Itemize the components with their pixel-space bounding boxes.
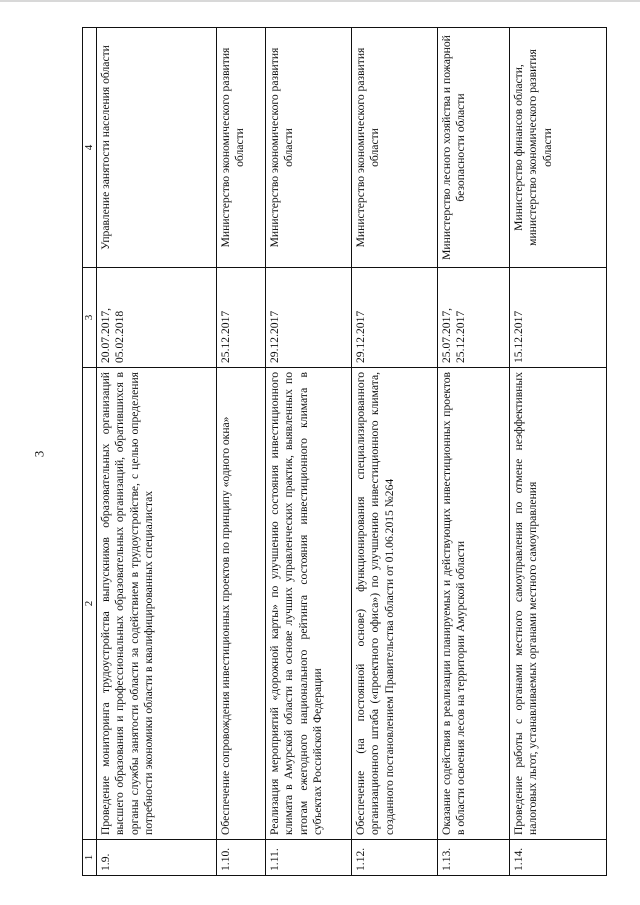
row-date: 25.07.2017, 25.12.2017 (438, 268, 510, 368)
row-responsible: Министерство лесного хозяйства и пожарной безопасности области (438, 28, 510, 268)
row-date: 15.12.2017 (510, 268, 607, 368)
row-number: 1.12. (352, 840, 438, 876)
row-number: 1.11. (266, 840, 352, 876)
table-header-row (83, 28, 97, 876)
page-number: 3 (31, 450, 47, 458)
table-row (217, 28, 266, 876)
row-number: 1.10. (217, 840, 266, 876)
row-action: Обеспечение сопровождения инвестиционных проектов по принципу «одного окна» (217, 368, 266, 840)
row-action: Проведение мониторинга трудоустройства выпускников образовательных организаций высшего образования и профессиональных образовательных организаций, обратившихся в органы службы занятости области за содействием в трудоустройстве, с целью определения потребности экономики области в квалифицированных специалистах (97, 368, 217, 840)
row-number: 1.13. (438, 840, 510, 876)
row-responsible: Министерство экономического развития области (266, 28, 352, 268)
row-responsible: Управление занятости населения области (97, 28, 217, 268)
header-col-2: 2 (83, 368, 97, 840)
row-date: 29.12.2017 (352, 268, 438, 368)
row-responsible: Министерство экономического развития области (217, 28, 266, 268)
table-row (438, 28, 510, 876)
row-action: Реализация мероприятий «дорожной карты» по улучшению состояния инвестиционного климата в Амурской области на основе лучших управленческих практик, выявленных по итогам ежегодного национального рейтинга состояния инвестиционного климата в субъектах Российской Федерации (266, 368, 352, 840)
table-row (97, 28, 217, 876)
row-responsible: Министерство экономического развития области (352, 28, 438, 268)
row-date: 25.12.2017 (217, 268, 266, 368)
table-row (352, 28, 438, 876)
row-date: 20.07.2017, 05.02.2018 (97, 268, 217, 368)
header-col-4: 4 (83, 28, 97, 268)
table-row (266, 28, 352, 876)
row-number: 1.9. (97, 840, 217, 876)
header-col-1: 1 (83, 840, 97, 876)
scan-edge-top (0, 0, 640, 2)
row-responsible: Министерство финансов области, министерство экономического развития области (510, 28, 607, 268)
table-row (510, 28, 607, 876)
rotated-table-container (82, 28, 607, 876)
row-action: Проведение работы с органами местного самоуправления по отмене неэффективных налоговых льгот, устанавливаемых органами местного самоуправления (510, 368, 607, 840)
row-action: Оказание содействия в реализации планируемых и действующих инвестиционных проектов в области освоения лесов на территории Амурской области (438, 368, 510, 840)
header-col-3: 3 (83, 268, 97, 368)
action-plan-table (82, 27, 607, 876)
row-date: 29.12.2017 (266, 268, 352, 368)
row-number: 1.14. (510, 840, 607, 876)
row-action: Обеспечение (на постоянной основе) функционирования специализированного организационного штаба («проектного офиса») по улучшению инвестиционного климата, созданного постановлением Правительства области от 01.06.2015 №264 (352, 368, 438, 840)
